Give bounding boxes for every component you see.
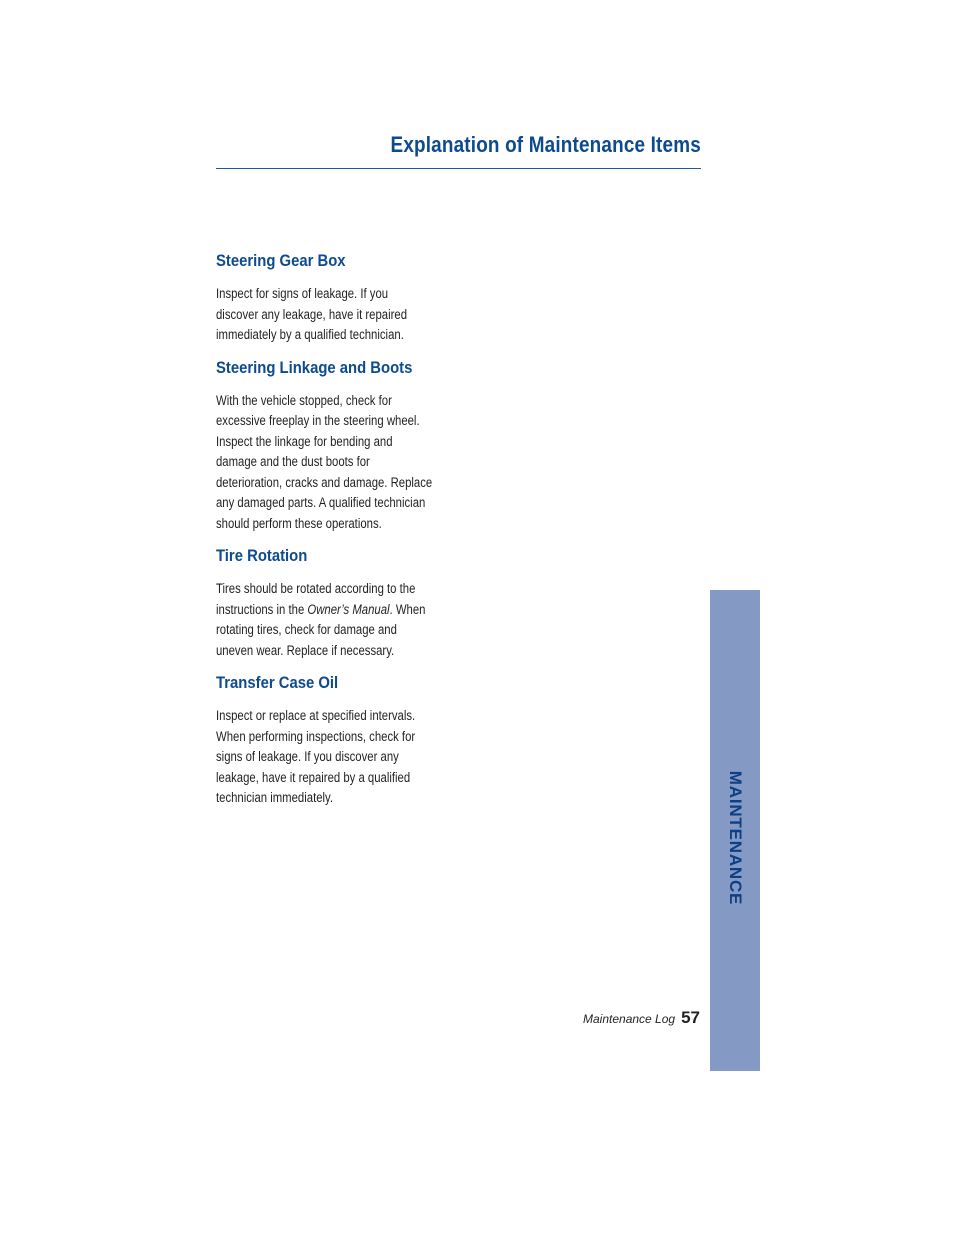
section-heading: Steering Linkage and Boots (216, 358, 413, 377)
body-line: signs of leakage. If you discover any (216, 749, 399, 764)
page-footer (560, 1008, 700, 1034)
body-line: discover any leakage, have it repaired (216, 306, 408, 322)
body-text-fragment: instructions in the (216, 601, 308, 617)
section-heading: Tire Rotation (216, 547, 308, 565)
section-transfer-case-oil (216, 672, 466, 809)
body-line: leakage, have it repaired by a qualified (216, 769, 411, 785)
owners-manual-reference: Owner’s Manual (307, 601, 390, 617)
body-line: When performing inspections, check for (216, 728, 416, 744)
body-line: excessive freeplay in the steering wheel. (216, 413, 420, 428)
page-title: Explanation of Maintenance Items (390, 132, 701, 157)
body-line: Inspect or replace at specified intervals. (216, 708, 416, 723)
section-side-tab (710, 590, 760, 1071)
section-steering-gear-box (216, 250, 466, 346)
body-line: uneven wear. Replace if necessary. (216, 642, 395, 658)
body-line: any damaged parts. A qualified technician (216, 495, 426, 510)
page-header (216, 132, 701, 169)
body-line: deterioration, cracks and damage. Replace (216, 474, 433, 490)
section-heading: Transfer Case Oil (216, 674, 339, 692)
body-line: should perform these operations. (216, 515, 382, 531)
body-line: immediately by a qualified technician. (216, 327, 404, 342)
body-line: rotating tires, check for damage and (216, 622, 397, 637)
body-line: With the vehicle stopped, check for (216, 392, 392, 408)
body-line (216, 600, 426, 621)
section-tire-rotation (216, 545, 466, 661)
page-number: 57 (681, 1008, 700, 1027)
footer-label: Maintenance Log (583, 1012, 676, 1026)
main-content (216, 250, 466, 820)
section-heading: Steering Gear Box (216, 252, 346, 270)
body-line: Tires should be rotated according to the (216, 581, 416, 596)
body-line: Inspect the linkage for bending and (216, 433, 393, 449)
body-line: damage and the dust boots for (216, 454, 370, 469)
body-text-fragment: . When (389, 601, 426, 617)
body-line: Inspect for signs of leakage. If you (216, 286, 389, 301)
section-steering-linkage-and-boots (216, 357, 466, 535)
body-line: technician immediately. (216, 790, 334, 805)
side-tab-label: MAINTENANCE (726, 770, 745, 906)
